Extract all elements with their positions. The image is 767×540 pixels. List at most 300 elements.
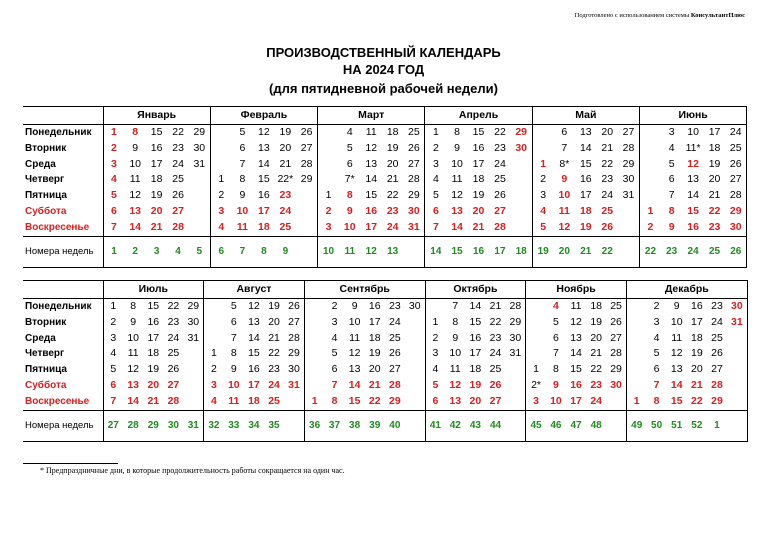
day-cell <box>606 394 626 410</box>
day-cell: 25 <box>711 331 723 344</box>
day-cell: 6 <box>553 331 559 344</box>
weekday-label: Вторник <box>23 141 103 157</box>
month-header: Апрель <box>425 107 532 125</box>
day-cell <box>204 315 224 331</box>
day-cell: 12 <box>558 220 571 233</box>
month-header: Январь <box>103 107 210 125</box>
day-cell: 20 <box>268 315 280 328</box>
calendar-second-half <box>23 280 748 442</box>
week-number: 17 <box>489 236 510 267</box>
week-number: 1 <box>103 236 124 267</box>
day-cell: 6 <box>103 378 123 394</box>
weekday-label: Понедельник <box>23 125 103 141</box>
week-number <box>618 236 640 267</box>
day-cell: 12 <box>129 189 142 202</box>
day-cell: 24 <box>279 204 292 217</box>
week-number: 52 <box>687 410 707 441</box>
day-cell: 11 <box>129 173 141 186</box>
day-cell: 10 <box>449 347 462 360</box>
day-cell <box>506 394 526 410</box>
week-number: 19 <box>532 236 553 267</box>
day-cell: 8 <box>132 126 139 138</box>
day-cell: 10 <box>687 126 699 138</box>
day-cell: 15 <box>570 363 582 376</box>
day-cell <box>727 394 747 410</box>
day-cell: 4 <box>346 126 353 138</box>
day-cell: 23 <box>172 141 184 154</box>
day-cell: 6 <box>668 173 675 186</box>
day-cell: 31 <box>193 157 206 170</box>
day-cell <box>526 315 546 331</box>
day-cell: 9 <box>132 141 139 154</box>
day-cell: 19 <box>279 126 292 138</box>
day-cell: 11 <box>228 394 240 407</box>
week-number: 32 <box>204 410 224 441</box>
weeks-label: Номера недель <box>23 410 103 441</box>
day-cell: 4 <box>425 362 445 378</box>
day-cell: 13 <box>258 141 270 154</box>
day-cell: 8 <box>230 347 237 360</box>
day-cell: 7 <box>331 378 338 391</box>
week-number <box>506 410 526 441</box>
week-number: 40 <box>385 410 405 441</box>
day-cell: 7 <box>103 220 124 236</box>
day-cell <box>296 220 318 236</box>
day-cell: 26 <box>167 363 180 376</box>
weekday-label: Воскресенье <box>23 220 103 236</box>
day-cell: 30 <box>187 315 200 328</box>
day-cell: 3 <box>653 315 660 328</box>
day-cell <box>405 331 425 347</box>
title-line3: (для пятидневной рабочей недели) <box>269 81 498 96</box>
day-cell: 22 <box>489 315 502 328</box>
day-cell: 5 <box>103 188 124 204</box>
day-cell: 19 <box>150 189 163 202</box>
day-cell: 1 <box>639 204 660 220</box>
day-cell: 3 <box>103 157 124 173</box>
day-cell: 21 <box>690 378 703 391</box>
day-cell <box>184 394 204 410</box>
day-cell: 20 <box>472 204 485 217</box>
day-cell: 28 <box>610 347 622 360</box>
day-cell: 17 <box>690 315 703 328</box>
day-cell: 2* <box>526 378 546 394</box>
day-cell: 8 <box>668 204 675 217</box>
day-cell: 6 <box>103 204 124 220</box>
day-cell: 1 <box>304 394 324 410</box>
day-cell: 29 <box>288 347 300 360</box>
week-number: 20 <box>554 236 575 267</box>
day-cell: 15 <box>670 394 683 407</box>
day-cell: 26 <box>172 189 184 202</box>
day-cell: 27 <box>172 204 184 217</box>
day-cell: 1 <box>204 346 224 362</box>
day-cell: 14 <box>570 347 582 360</box>
day-cell: 22 <box>601 157 614 170</box>
day-cell: 12 <box>670 347 683 360</box>
day-cell: 8 <box>331 394 338 407</box>
day-cell: 11 <box>365 126 377 138</box>
day-cell: 25 <box>725 141 746 157</box>
day-cell: 8 <box>239 173 246 186</box>
week-number: 51 <box>667 410 687 441</box>
day-cell: 13 <box>348 363 361 376</box>
day-cell: 11 <box>349 331 361 344</box>
day-cell: 16 <box>248 363 260 376</box>
day-cell: 23 <box>601 173 614 186</box>
day-cell <box>189 188 210 204</box>
day-cell: 6 <box>425 204 446 220</box>
day-cell: 17 <box>248 378 260 391</box>
day-cell: 24 <box>601 189 614 202</box>
day-cell: 26 <box>288 300 300 312</box>
day-cell <box>304 315 324 331</box>
weekday-label: Пятница <box>23 188 103 204</box>
month-header: Декабрь <box>626 281 747 299</box>
day-cell <box>532 141 553 157</box>
day-cell: 16 <box>368 300 381 312</box>
week-number: 28 <box>123 410 143 441</box>
title-line1: ПРОИЗВОДСТВЕННЫЙ КАЛЕНДАРЬ <box>266 45 501 60</box>
weekday-label: Среда <box>23 157 103 173</box>
day-cell: 27 <box>610 331 622 344</box>
day-cell: 11 <box>451 173 463 186</box>
day-cell: 21 <box>150 220 163 233</box>
day-cell <box>639 188 660 204</box>
day-cell <box>618 220 640 236</box>
day-cell: 30 <box>725 220 746 236</box>
week-number: 16 <box>468 236 489 267</box>
day-cell: 4 <box>103 346 123 362</box>
day-cell: 30 <box>727 299 747 315</box>
day-cell <box>210 125 231 141</box>
day-cell: 25 <box>494 173 506 186</box>
day-cell: 6 <box>331 363 338 376</box>
day-cell: 3 <box>526 394 546 410</box>
day-cell: 2 <box>103 315 123 331</box>
day-cell: 12 <box>687 157 699 170</box>
day-cell: 26 <box>300 126 313 138</box>
week-number: 25 <box>704 236 725 267</box>
day-cell: 5 <box>553 315 559 328</box>
day-cell: 13 <box>449 394 462 407</box>
week-number <box>296 236 318 267</box>
week-number: 4 <box>167 236 188 267</box>
week-number: 45 <box>526 410 546 441</box>
day-cell: 19 <box>268 300 280 312</box>
day-cell: 26 <box>489 378 502 391</box>
week-number: 50 <box>647 410 667 441</box>
day-cell <box>204 299 224 315</box>
day-cell: 26 <box>711 347 723 360</box>
week-number: 23 <box>661 236 682 267</box>
day-cell: 13 <box>670 363 683 376</box>
day-cell <box>204 331 224 347</box>
day-cell: 13 <box>248 315 260 328</box>
day-cell: 18 <box>147 347 160 360</box>
week-number: 7 <box>232 236 253 267</box>
day-cell: 29 <box>300 173 313 186</box>
day-cell: 3 <box>331 315 338 328</box>
day-cell: 23 <box>708 220 721 233</box>
day-cell: 14 <box>258 157 270 170</box>
day-cell: 15 <box>469 315 482 328</box>
day-cell: 3 <box>668 126 675 138</box>
day-cell: 21 <box>386 173 399 186</box>
day-cell <box>405 378 425 394</box>
day-cell: 11 <box>671 331 683 344</box>
day-cell: 11* <box>685 141 701 154</box>
day-cell: 24 <box>590 394 603 407</box>
day-cell: 2 <box>532 172 553 188</box>
day-cell <box>511 172 532 188</box>
weekday-label: Четверг <box>23 172 103 188</box>
week-number: 48 <box>586 410 606 441</box>
week-number <box>284 410 304 441</box>
week-number: 26 <box>725 236 746 267</box>
day-cell: 28 <box>167 394 180 407</box>
day-cell: 15 <box>687 204 699 217</box>
day-cell: 24 <box>489 347 502 360</box>
day-cell: 9 <box>673 300 680 312</box>
day-cell: 5 <box>668 157 675 170</box>
day-cell: 30 <box>288 363 300 376</box>
day-cell: 16 <box>147 315 160 328</box>
weeks-label: Номера недель <box>23 236 103 267</box>
day-cell: 3 <box>318 220 339 236</box>
week-number: 24 <box>682 236 703 267</box>
day-cell: 20 <box>368 363 381 376</box>
day-cell: 10 <box>343 220 356 233</box>
week-number: 47 <box>566 410 586 441</box>
week-number: 38 <box>345 410 365 441</box>
day-cell: 12 <box>248 300 260 312</box>
day-cell: 8 <box>452 315 459 328</box>
day-cell <box>189 172 210 188</box>
day-cell: 5 <box>239 126 246 138</box>
day-cell: 20 <box>150 204 163 217</box>
day-cell: 31 <box>727 315 747 331</box>
day-cell <box>626 378 646 394</box>
day-cell: 14 <box>579 141 592 154</box>
day-cell: 10 <box>550 394 562 407</box>
day-cell <box>304 346 324 362</box>
day-cell: 14 <box>687 189 699 202</box>
day-cell: 15 <box>472 126 485 138</box>
day-cell: 23 <box>711 300 723 312</box>
day-cell: 11 <box>236 220 248 233</box>
day-cell: 2 <box>204 362 224 378</box>
day-cell: 17 <box>258 204 270 217</box>
day-cell: 7 <box>668 189 675 202</box>
day-cell: 23 <box>167 315 180 328</box>
day-cell: 7 <box>553 347 559 360</box>
day-cell: 3 <box>532 188 553 204</box>
week-number <box>606 410 626 441</box>
day-cell <box>304 378 324 394</box>
day-cell: 24 <box>494 157 506 170</box>
day-cell <box>506 378 526 394</box>
weekday-label: Понедельник <box>23 299 103 315</box>
week-number: 10 <box>318 236 339 267</box>
day-cell: 17 <box>579 189 592 202</box>
day-cell <box>532 125 553 141</box>
day-cell: 25 <box>167 347 180 360</box>
day-cell: 9 <box>346 204 353 217</box>
day-cell: 28 <box>408 173 420 186</box>
day-cell: 27 <box>300 141 313 154</box>
day-cell: 5 <box>425 188 446 204</box>
day-cell: 3 <box>103 331 123 347</box>
day-cell: 9 <box>230 363 237 376</box>
day-cell: 1 <box>210 172 231 188</box>
day-cell: 22 <box>590 363 603 376</box>
day-cell <box>511 220 532 236</box>
day-cell: 28 <box>725 188 746 204</box>
day-cell: 4 <box>668 141 675 154</box>
day-cell <box>626 299 646 315</box>
day-cell: 26 <box>601 220 614 233</box>
day-cell: 28 <box>300 157 313 170</box>
day-cell: 4 <box>532 204 553 220</box>
day-cell: 1 <box>103 125 124 141</box>
day-cell: 18 <box>708 141 721 154</box>
week-number: 44 <box>485 410 505 441</box>
day-cell <box>304 362 324 378</box>
day-cell: 18 <box>248 394 260 407</box>
day-cell: 20 <box>690 363 703 376</box>
day-cell: 12 <box>570 315 582 328</box>
week-number: 35 <box>264 410 284 441</box>
day-cell: 21 <box>601 141 614 154</box>
day-cell: 26 <box>610 315 622 328</box>
day-cell: 24 <box>389 315 401 328</box>
day-cell: 3 <box>204 378 224 394</box>
day-cell <box>727 346 747 362</box>
week-number: 49 <box>626 410 646 441</box>
day-cell: 12 <box>365 141 378 154</box>
day-cell: 4 <box>103 172 124 188</box>
week-number <box>403 236 424 267</box>
day-cell: 16 <box>690 300 703 312</box>
day-cell <box>405 346 425 362</box>
day-cell: 12 <box>449 378 462 391</box>
day-cell: 20 <box>147 378 160 391</box>
day-cell: 27 <box>489 394 502 407</box>
day-cell: 17 <box>150 157 163 170</box>
day-cell: 23 <box>268 363 280 376</box>
day-cell: 6 <box>346 157 353 170</box>
day-cell: 29 <box>389 394 401 407</box>
day-cell: 27 <box>725 172 746 188</box>
day-cell: 29 <box>515 126 528 138</box>
day-cell: 27 <box>167 378 180 391</box>
week-number: 34 <box>244 410 264 441</box>
day-cell: 14 <box>129 220 142 233</box>
day-cell: 15 <box>248 347 260 360</box>
month-header: Ноябрь <box>526 281 627 299</box>
day-cell: 24 <box>172 157 184 170</box>
day-cell <box>210 157 231 173</box>
day-cell: 5 <box>331 347 338 360</box>
day-cell: 11 <box>127 347 139 360</box>
week-number: 21 <box>575 236 596 267</box>
day-cell: 14 <box>451 220 463 233</box>
day-cell: 5 <box>532 220 553 236</box>
day-cell: 29 <box>187 300 200 312</box>
week-number: 37 <box>324 410 344 441</box>
weekday-label: Среда <box>23 331 103 347</box>
weekday-label: Воскресенье <box>23 394 103 410</box>
day-cell: 5 <box>103 362 123 378</box>
day-cell: 16 <box>150 141 163 154</box>
day-cell: 19 <box>386 141 399 154</box>
day-cell: 27 <box>622 126 635 138</box>
day-cell <box>210 141 231 157</box>
day-cell: 24 <box>725 125 746 141</box>
day-cell: 22 <box>386 189 399 202</box>
day-cell: 7 <box>230 331 237 344</box>
day-cell <box>639 125 660 141</box>
day-cell: 12 <box>451 189 463 202</box>
day-cell: 29 <box>610 363 622 376</box>
day-cell: 2 <box>103 141 124 157</box>
day-cell: 24 <box>711 315 723 328</box>
day-cell: 9 <box>130 315 137 328</box>
day-cell: 16 <box>365 204 378 217</box>
day-cell <box>511 188 532 204</box>
day-cell: 2 <box>331 300 338 312</box>
day-cell: 18 <box>469 363 482 376</box>
day-cell: 21 <box>368 378 381 391</box>
day-cell: 19 <box>708 157 721 170</box>
day-cell: 11 <box>449 363 461 376</box>
day-cell: 14 <box>127 394 140 407</box>
day-cell: 19 <box>147 363 160 376</box>
day-cell: 27 <box>288 315 300 328</box>
day-cell <box>626 331 646 347</box>
day-cell: 15 <box>365 189 378 202</box>
day-cell: 18 <box>386 126 399 138</box>
day-cell: 2 <box>653 300 660 312</box>
day-cell: 13 <box>127 378 140 391</box>
day-cell: 5 <box>346 141 353 154</box>
day-cell: 7 <box>561 141 568 154</box>
day-cell: 17 <box>469 347 482 360</box>
day-cell: 25 <box>279 220 292 233</box>
day-cell: 30 <box>408 300 421 312</box>
week-number: 18 <box>511 236 532 267</box>
day-cell: 7 <box>239 157 246 170</box>
day-cell: 28 <box>494 220 506 233</box>
day-cell: 5 <box>425 378 445 394</box>
day-cell <box>727 362 747 378</box>
day-cell: 4 <box>210 220 231 236</box>
week-number: 33 <box>224 410 244 441</box>
day-cell: 26 <box>725 157 746 173</box>
week-number: 3 <box>146 236 167 267</box>
header-corner <box>23 281 103 299</box>
day-cell: 4 <box>553 300 559 312</box>
day-cell: 1 <box>526 362 546 378</box>
day-cell: 19 <box>590 315 603 328</box>
day-cell: 18 <box>150 173 163 186</box>
day-cell: 25 <box>172 173 184 186</box>
month-header: Октябрь <box>425 281 526 299</box>
day-cell: 19 <box>472 189 485 202</box>
day-cell: 30 <box>515 141 528 154</box>
day-cell: 27 <box>711 363 723 376</box>
